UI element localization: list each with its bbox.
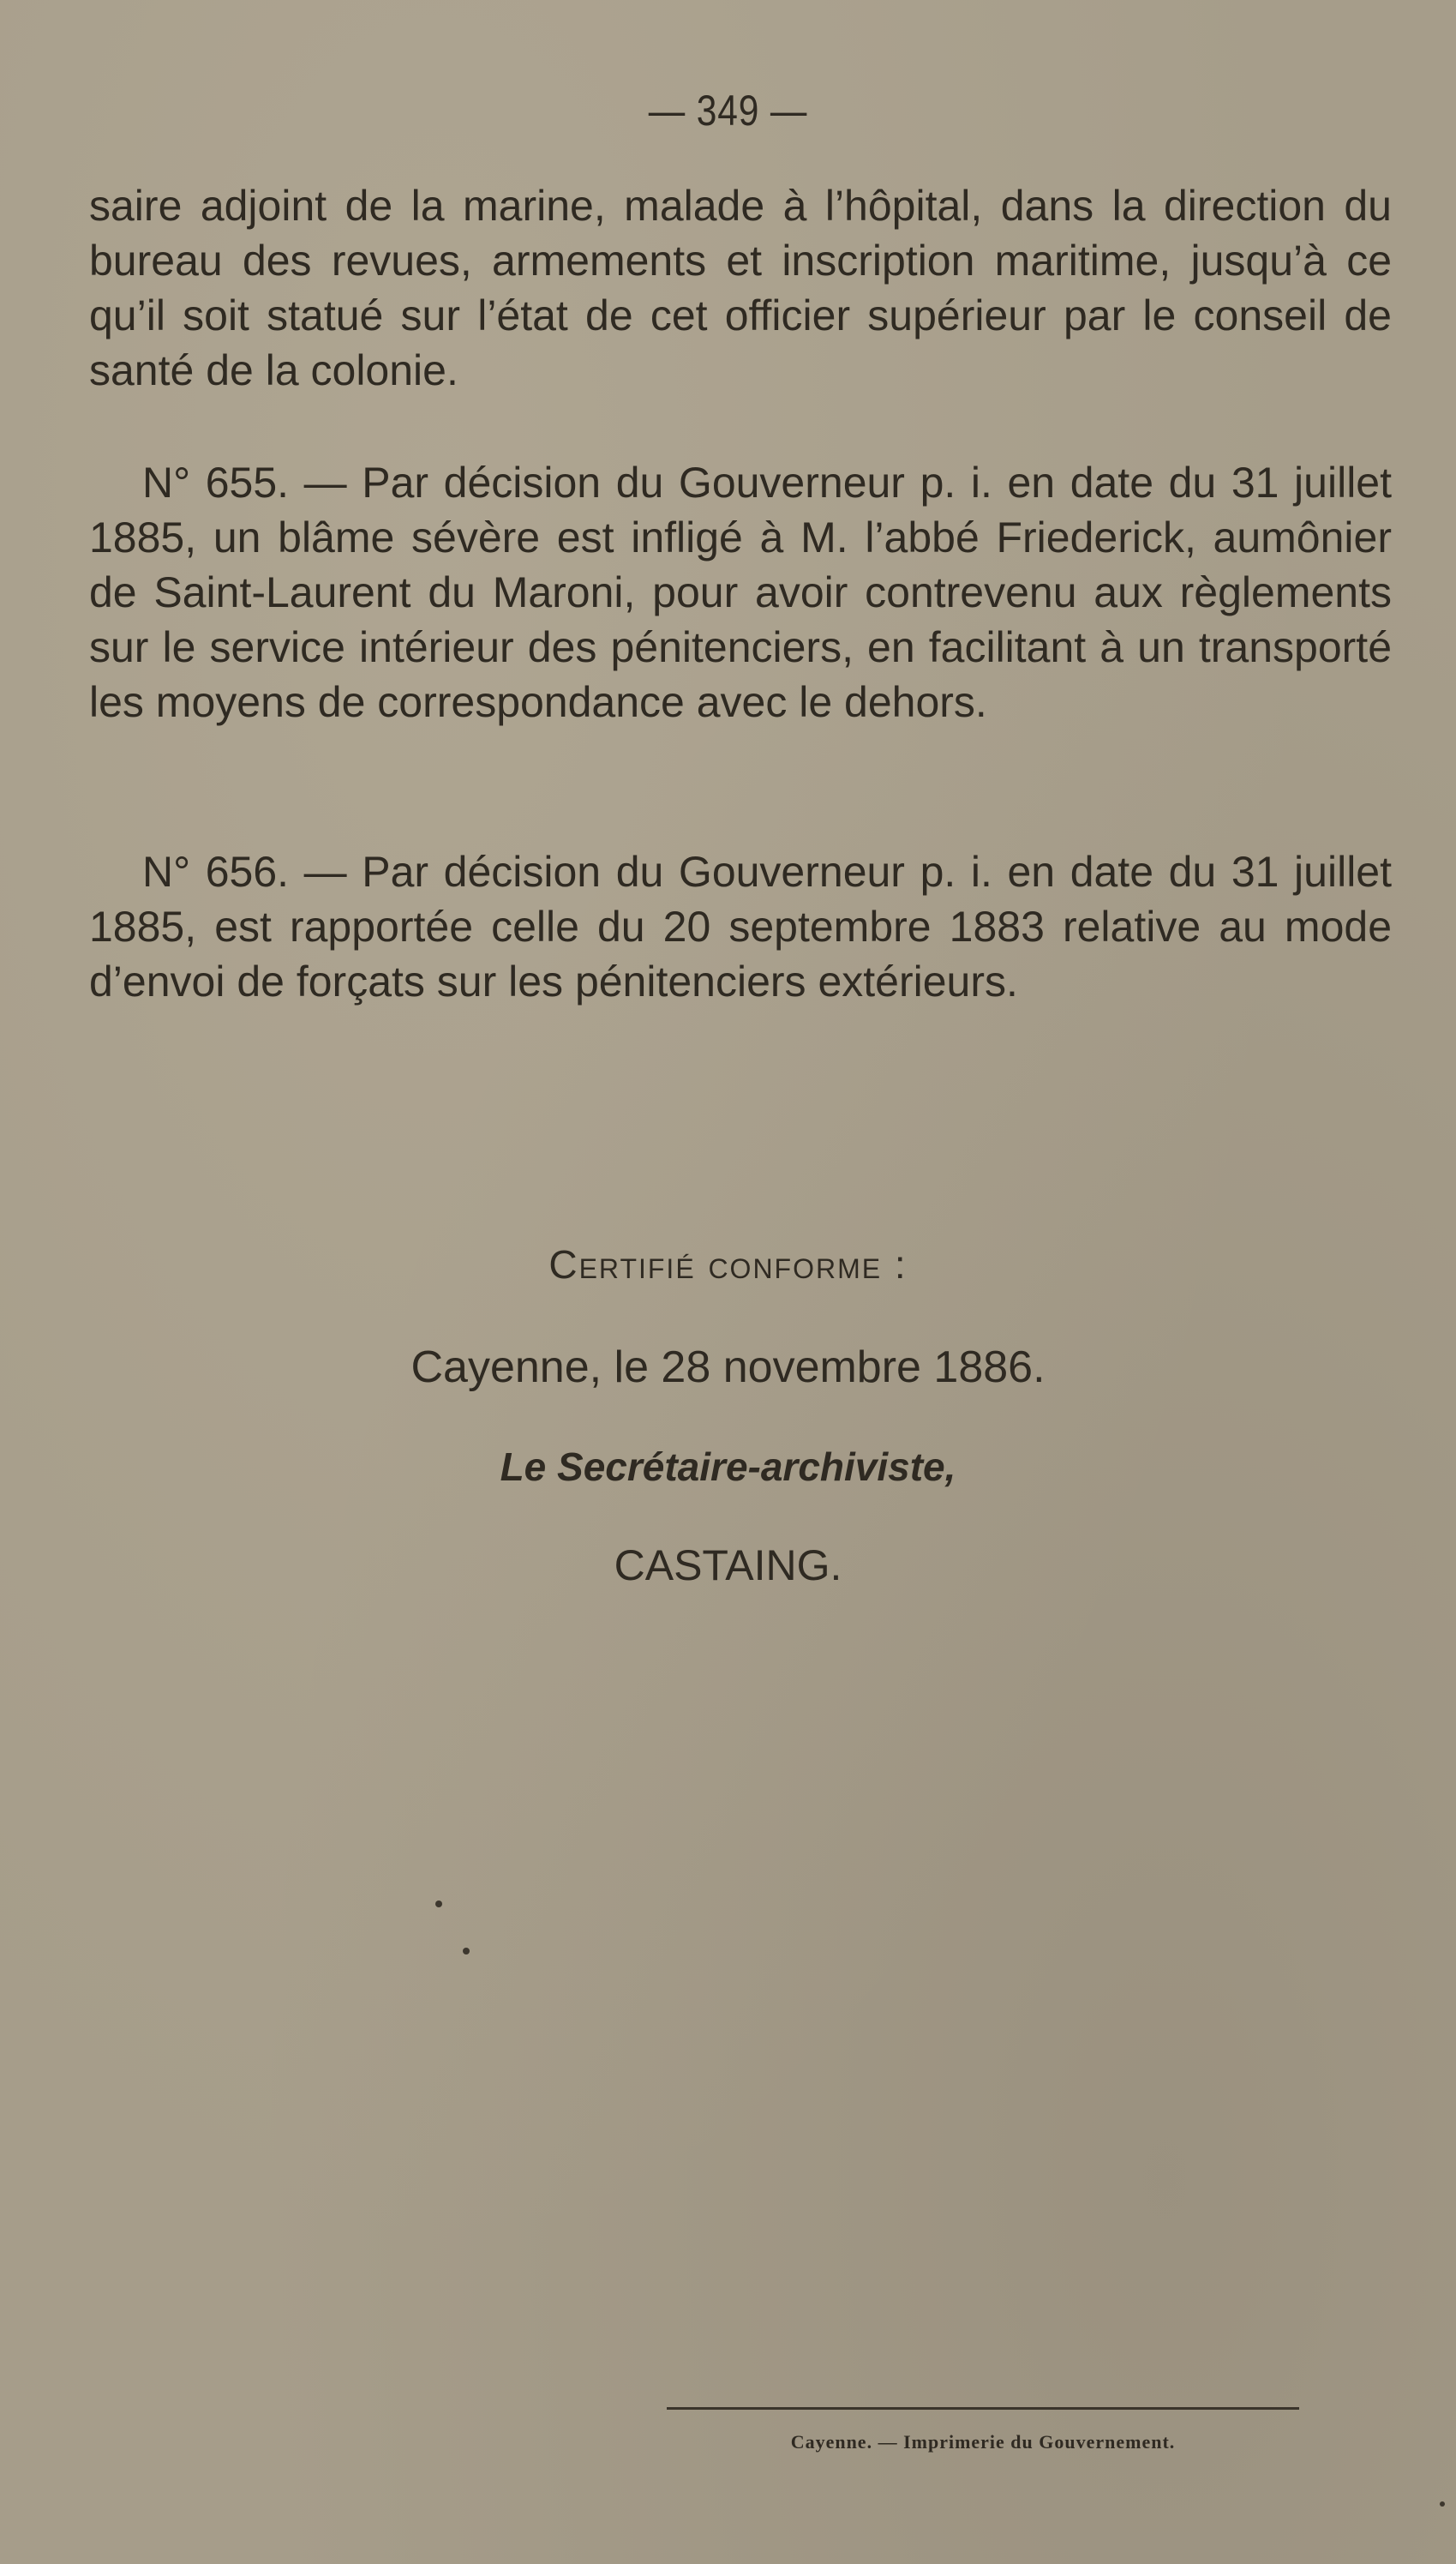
certification-place-date: Cayenne, le 28 novembre 1886. bbox=[410, 1342, 1046, 1392]
certification-role: Le Secrétaire-archiviste, bbox=[500, 1444, 956, 1489]
certification-signatory: CASTAING. bbox=[614, 1541, 842, 1589]
printer-imprint: Cayenne. — Imprimerie du Gouvernement. bbox=[790, 2431, 1176, 2453]
paragraph-decision-655 bbox=[89, 455, 1392, 730]
paragraph-text: saire adjoint de la marine, malade à l’hôpital, dans la direction du bureau des revues, armements et inscription maritime, jusqu’à ce qu’il soit statué sur l’état de cet officier supérieur par le conseil de santé de la colonie. bbox=[89, 182, 1392, 394]
certification-heading: Certifié conforme : bbox=[548, 1242, 908, 1287]
footer-rule bbox=[667, 2407, 1299, 2410]
ink-speck bbox=[435, 1900, 442, 1907]
paragraph-text: N° 655. — Par décision du Gouverneur p. i. en date du 31 juillet 1885, un blâme sévère est infligé à M. l’abbé Friederick, aumônier de Saint-Laurent du Maroni, pour avoir contrevenu aux règlements sur le service intérieur des pénitenciers, en facilitant à un transporté les moyens de correspondance avec le dehors. bbox=[89, 459, 1392, 726]
ink-speck bbox=[463, 1948, 470, 1955]
paragraph-continuation bbox=[89, 178, 1392, 398]
paragraph-decision-656 bbox=[89, 844, 1392, 1009]
ink-speck bbox=[1440, 2501, 1445, 2507]
paragraph-text: N° 656. — Par décision du Gouverneur p. i. en date du 31 juillet 1885, est rapportée celle du 20 septembre 1883 relative au mode d’envoi de forçats sur les pénitenciers extérieurs. bbox=[89, 848, 1392, 1006]
page-number: — 349 — bbox=[648, 87, 808, 135]
